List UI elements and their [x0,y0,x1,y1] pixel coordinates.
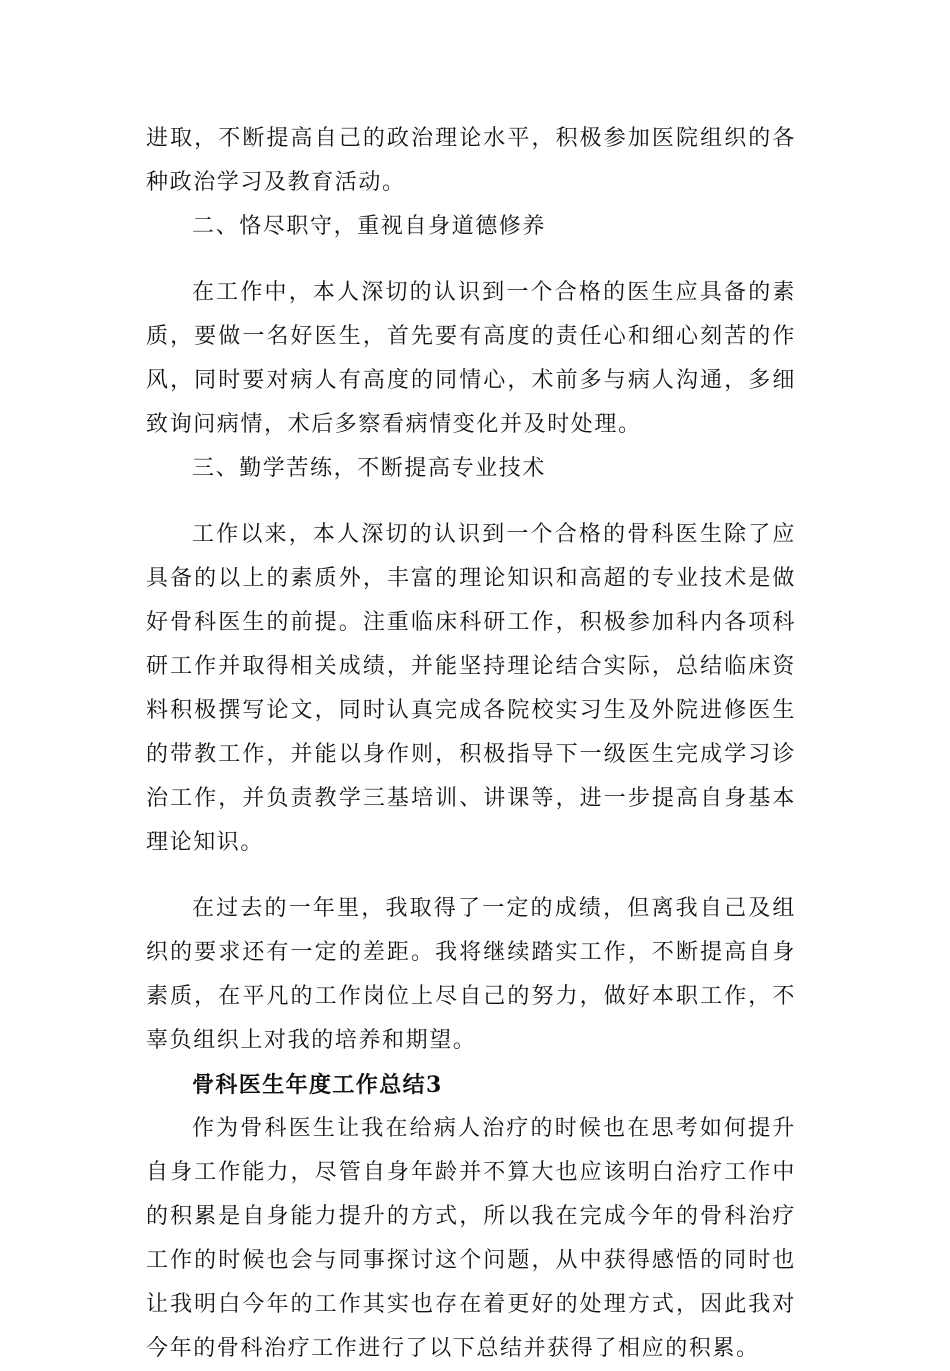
paragraph-doctor-qualities: 在工作中，本人深切的认识到一个合格的医生应具备的素质，要做一名好医生，首先要有高度的责任心和细心刻苦的作风，同时要对病人有高度的同情心，术前多与病人沟通，多细致询问病情，术后多察看病情变化并及时处理。 [146,280,796,437]
section-heading-skills: 三、勤学苦练，不断提高专业技术 [192,456,547,481]
document-body [146,117,796,1371]
section-heading-duty: 二、恪尽职守，重视自身道德修养 [192,214,547,239]
paragraph-professional-skills: 工作以来，本人深切的认识到一个合格的骨科医生除了应具备的以上的素质外，丰富的理论知识和高超的专业技术是做好骨科医生的前提。注重临床科研工作，积极参加科内各项科研工作并取得相关成绩，并能坚持理论结合实际，总结临床资料积极撰写论文，同时认真完成各院校实习生及外院进修医生的带教工作，并能以身作则，积极指导下一级医生完成学习诊治工作，并负责教学三基培训、讲课等，进一步提高自身基本理论知识。 [146,522,796,855]
summary-title-3: 骨科医生年度工作总结3 [192,1072,443,1098]
paragraph-political-study: 进取，不断提高自己的政治理论水平，积极参加医院组织的各种政治学习及教育活动。 [146,126,796,195]
paragraph-summary-3-intro: 作为骨科医生让我在给病人治疗的时候也在思考如何提升自身工作能力，尽管自身年龄并不算大也应该明白治疗工作中的积累是自身能力提升的方式，所以我在完成今年的骨科治疗工作的时候也会与同事探讨这个问题，从中获得感悟的同时也让我明白今年的工作其实也存在着更好的处理方式，因此我对今年的骨科治疗工作进行了以下总结并获得了相应的积累。 [146,1116,796,1361]
paragraph-past-year: 在过去的一年里，我取得了一定的成绩，但离我自己及组织的要求还有一定的差距。我将继续踏实工作，不断提高自身素质，在平凡的工作岗位上尽自己的努力，做好本职工作，不辜负组织上对我的培养和期望。 [146,896,796,1053]
